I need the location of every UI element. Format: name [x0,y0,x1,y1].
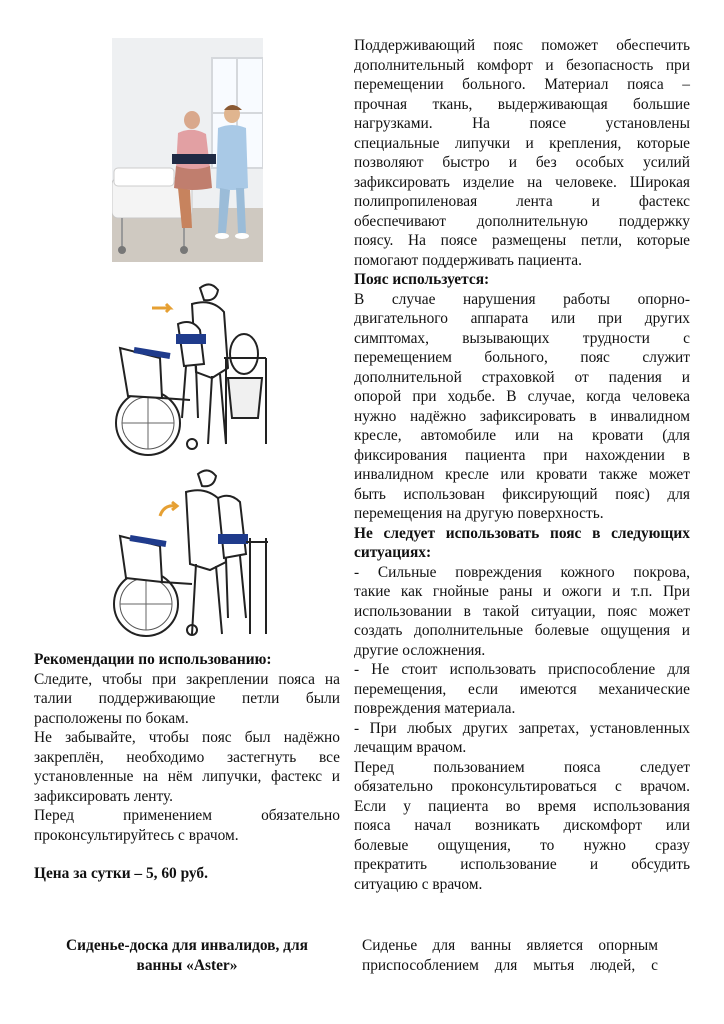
bath-seat-title-line: ванны «Aster» [136,957,238,974]
recommendation-line: Не забывайте, чтобы пояс был надёжно [34,729,340,746]
usage-heading: Пояс используется: [354,271,490,288]
intro-line: нагрузками. На поясе установлены [354,115,690,132]
contraindications-heading-line: Не следует использовать пояс в следующих [354,524,690,542]
contraindication-line: использовании в такой ситуации, пояс может [354,602,690,620]
contraindications-heading-line: ситуациях: [354,544,432,561]
usage-line: перемещения на другую поверхность. [354,505,604,522]
contraindication-line: - Сильные повреждения кожного покрова, [354,563,690,581]
intro-line: зафиксировать изделие на человеке. Широкая [354,173,690,191]
contraindication-line: повреждения материала. [354,700,516,717]
recommendation-line: талии поддерживающие петли были [34,690,340,707]
consult-line: Перед пользованием пояса следует [354,758,690,776]
contraindications-heading [354,524,690,563]
bath-seat-description [362,936,658,976]
intro-line: прочная ткань, выдерживающая большие [354,95,690,113]
belt-description-column [354,36,690,894]
usage-line: быть использован фиксирующий пояс) для [354,485,690,503]
recommendations-heading: Рекомендации по использованию: [34,651,272,668]
recommendation-line: зафиксировать ленту. [34,787,174,805]
intro-line: обеспечивают дополнительную поддержку [354,212,690,230]
spacer [34,845,340,864]
consult-line: прекратить использование и обсудить [354,856,690,873]
usage-line: В случае нарушения работы опорно- [354,290,690,308]
recommendation-line: Следите, чтобы при закреплении пояса на [34,670,340,688]
intro-line: Поддерживающий пояс поможет обеспечить [354,37,690,54]
intro-line: полипропиленовая лента и фастекс [354,193,690,210]
bath-seat-description-line: приспособлением для мытья людей, с [362,957,658,974]
bath-seat-description-line: Сиденье для ванны является опорным [362,937,658,954]
intro-line: позволяют быстро и без особых усилий [354,154,690,171]
consult-line: ситуацию с врачом. [354,875,483,893]
illustration-transfer-from-wheelchair [100,458,272,646]
consult-line: болевые ощущения, то нужно сразу [354,836,690,854]
contraindication-line: - При любых других запретах, установленных [354,719,690,737]
contraindication-line: перемещения, если имеются механические [354,680,690,698]
recommendation-line: закреплён, необходимо застегнуть все [34,748,340,766]
contraindication-line: лечащим врачом. [354,739,467,756]
usage-line: нужно надёжно зафиксировать в инвалидном [354,407,690,425]
recommendations-column [34,650,340,884]
consult-line: Если у пациента во время использования [354,797,690,815]
intro-line: помогают поддерживать пациента. [354,251,582,269]
recommendation-line: расположены по бокам. [34,709,189,727]
intro-line: поясу. На поясе размещены петли, которые [354,232,690,249]
usage-line: симптомах, вызывающих трудности с [354,329,690,347]
intro-paragraph [354,36,690,270]
contraindications-list [354,563,690,895]
usage-line: фиксирования пациента при нахождении в [354,446,690,464]
usage-line: перемещением больного, пояс служит [354,349,690,366]
intro-line: специальные липучки и крепления, которые [354,134,690,152]
consult-line: обязательно проконсультироваться с врачом. [354,778,690,795]
recommendation-line: Перед применением обязательно [34,807,340,824]
contraindication-line: создать дополнительные болевые ощущения и [354,622,690,639]
photo-nurse-lifting-patient-with-belt [112,38,263,262]
bath-seat-title-line: Сиденье-доска для инвалидов, для [66,937,308,954]
consult-line: пояса начал возникать дискомфорт или [354,817,690,834]
contraindication-line: другие осложнения. [354,641,486,659]
recommendation-line: проконсультируйтесь с врачом. [34,826,239,844]
recommendation-line: установленные на нём липучки, фастекс и [34,768,340,785]
intro-line: дополнительный комфорт и безопасность при [354,56,690,74]
usage-line: кресле, автомобиле или на кровати (для [354,427,690,444]
usage-line: двигательного аппарата или при других [354,310,690,327]
usage-line: инвалидном кресле или кровати также может [354,466,690,483]
intro-line: перемещении больного. Материал пояса – [354,76,690,93]
usage-line: дополнительной страховкой от падения и [354,368,690,386]
contraindication-line: - Не стоит использовать приспособление для [354,661,690,678]
contraindication-line: такие как гнойные раны и ожоги и т.п. При [354,583,690,600]
photo-nurse-patient [112,38,263,262]
price-label: Цена за сутки – 5, 60 руб. [34,865,208,882]
illustration-transfer-to-toilet [100,268,272,458]
usage-line: опорой при ходьбе. В случае, когда человека [354,388,690,405]
bath-seat-title [34,936,340,976]
usage-paragraph [354,290,690,524]
